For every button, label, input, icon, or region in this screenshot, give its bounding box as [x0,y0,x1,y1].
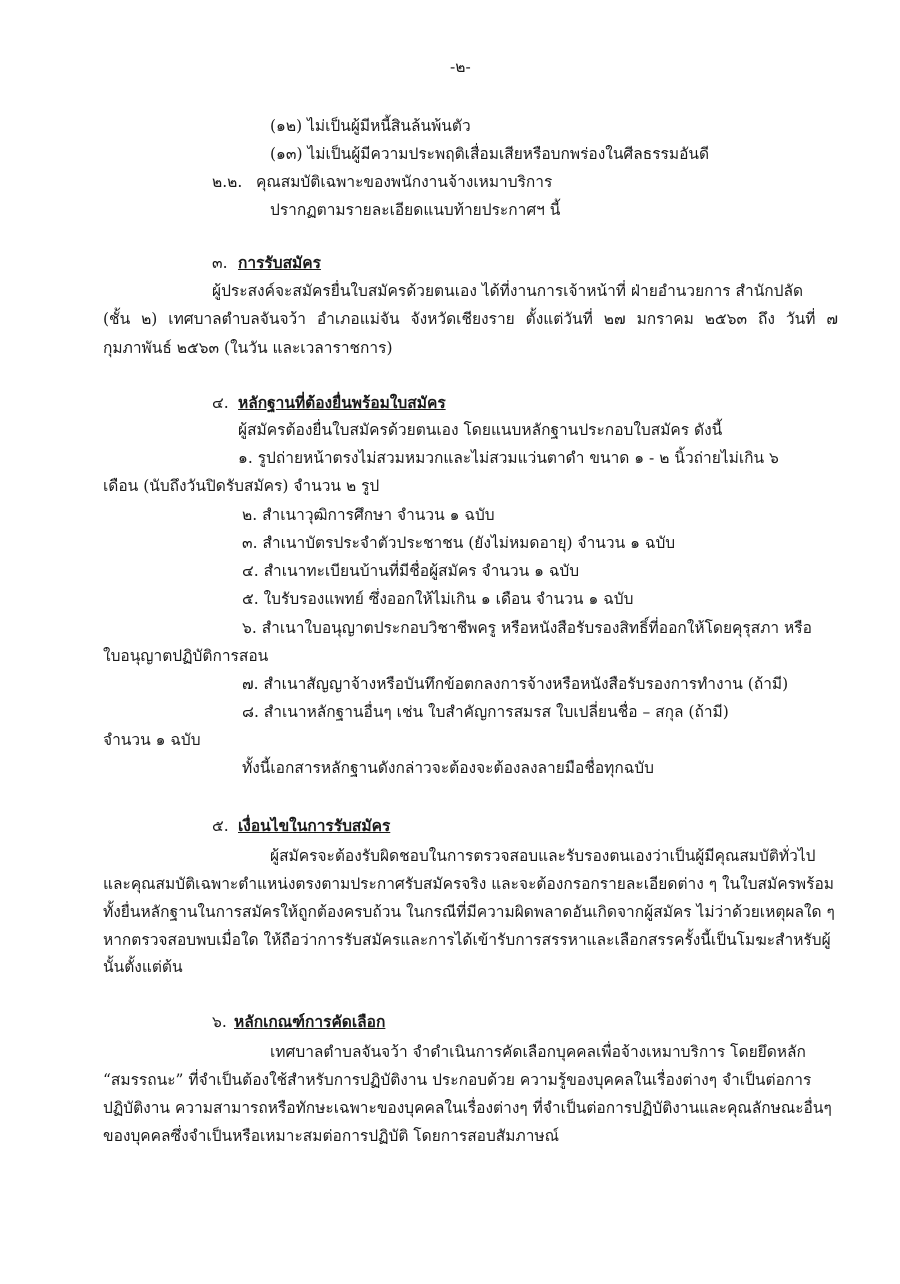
section-4-heading: หลักฐานที่ต้องยื่นพร้อมใบสมัคร [238,393,446,412]
section-6-number: ๖. [212,1013,227,1031]
section-3-line-2: (ชั้น ๒) เทศบาลตำบลจันจว้า อำเภอแม่จัน จังหวัดเชียงราย ตั้งแต่วันที่ ๒๗ มกราคม ๒๕๖๓ ถึง วันที่ ๗ [103,310,838,328]
section-3-heading: การรับสมัคร [238,253,321,272]
section-5-line-1: ผู้สมัครจะต้องรับผิดชอบในการตรวจสอบและรับรองตนเองว่าเป็นผู้มีคุณสมบัติทั่วไป [270,847,816,865]
document-item-6-cont: ใบอนุญาตปฏิบัติการสอน [103,647,269,665]
section-5-line-4: หากตรวจสอบพบเมื่อใด ให้ถือว่าการรับสมัครและการได้เข้ารับการสรรหาและเลือกสรรครั้งนี้เป็นโมฆะสำหรับผู้ [103,931,831,949]
section-5-number: ๕. [212,817,229,835]
section-5-line-3: ทั้งยื่นหลักฐานในการสมัครให้ถูกต้องครบถ้วน ในกรณีที่มีความผิดพลาดอันเกิดจากผู้สมัคร ไม่ว่าด้วยเหตุผลใด ๆ [103,903,835,921]
page-number: -๒- [450,58,471,76]
section-6-line-4: ของบุคคลซึ่งจำเป็นหรือเหมาะสมต่อการปฏิบัติ โดยการสอบสัมภาษณ์ [103,1127,560,1145]
section-3-number: ๓. [212,254,228,272]
sub-section-2-2-number: ๒.๒. [212,173,243,191]
section-4-number: ๔. [212,394,229,412]
document-item-8: ๘. สำเนาหลักฐานอื่นๆ เช่น ใบสำคัญการสมรส ใบเปลี่ยนชื่อ – สกุล (ถ้ามี) [242,703,729,721]
section-3-line-3: กุมภาพันธ์ ๒๕๖๓ (ในวัน และเวลาราชการ) [103,339,393,357]
section-6-line-1: เทศบาลตำบลจันจว้า จำดำเนินการคัดเลือกบุคคลเพื่อจ้างเหมาบริการ โดยยึดหลัก [270,1043,806,1061]
section-5-heading: เงื่อนไขในการรับสมัคร [238,816,391,835]
section-3-line-1: ผู้ประสงค์จะสมัครยื่นใบสมัครด้วยตนเอง ได้ที่งานการเจ้าหน้าที่ ฝ่ายอำนวยการ สำนักปลัด [212,282,804,300]
document-item-7: ๗. สำเนาสัญญาจ้างหรือบันทึกข้อตกลงการจ้างหรือหนังสือรับรองการทำงาน (ถ้ามี) [242,675,789,693]
section-6-heading: หลักเกณฑ์การคัดเลือก [234,1012,386,1031]
document-item-1: ๑. รูปถ่ายหน้าตรงไม่สวมหมวกและไม่สวมแว่นตาดำ ขนาด ๑ - ๒ นิ้วถ่ายไม่เกิน ๖ [238,449,779,467]
qualification-item-13: (๑๓) ไม่เป็นผู้มีความประพฤติเสื่อมเสียหรือบกพร่องในศีลธรรมอันดี [270,145,710,163]
document-item-8-cont: จำนวน ๑ ฉบับ [103,731,201,749]
document-item-4: ๔. สำเนาทะเบียนบ้านที่มีชื่อผู้สมัคร จำนวน ๑ ฉบับ [242,562,580,580]
document-item-1-cont: เดือน (นับถึงวันปิดรับสมัคร) จำนวน ๒ รูป [103,477,380,495]
document-item-2: ๒. สำเนาวุฒิการศึกษา จำนวน ๑ ฉบับ [242,506,495,524]
qualification-item-12: (๑๒) ไม่เป็นผู้มีหนี้สินล้นพ้นตัว [270,117,471,135]
sub-section-2-2-body: ปรากฏตามรายละเอียดแนบท้ายประกาศฯ นี้ [270,201,561,219]
section-4-intro: ผู้สมัครต้องยื่นใบสมัครด้วยตนเอง โดยแนบหลักฐานประกอบใบสมัคร ดังนี้ [238,421,723,439]
section-6-line-3: ปฏิบัติงาน ความสามารถหรือทักษะเฉพาะของบุคคลในเรื่องต่างๆ ที่จำเป็นต่อการปฏิบัติงานและคุณลักษณะอื่นๆ [103,1099,832,1117]
section-6-line-2: “สมรรถนะ” ที่จำเป็นต้องใช้สำหรับการปฏิบัติงาน ประกอบด้วย ความรู้ของบุคคลในเรื่องต่างๆ จำเป็นต่อการ [103,1071,812,1089]
document-item-5: ๕. ใบรับรองแพทย์ ซึ่งออกให้ไม่เกิน ๑ เดือน จำนวน ๑ ฉบับ [242,590,634,608]
section-4-closing: ทั้งนี้เอกสารหลักฐานดังกล่าวจะต้องจะต้องลงลายมือชื่อทุกฉบับ [242,759,654,777]
section-5-line-2: และคุณสมบัติเฉพาะตำแหน่งตรงตามประกาศรับสมัครจริง และจะต้องกรอกรายละเอียดต่าง ๆ ในใบสมัครพร้อม [103,875,834,893]
sub-section-2-2-title: คุณสมบัติเฉพาะของพนักงานจ้างเหมาบริการ [256,173,553,191]
section-5-line-5: นั้นตั้งแต่ต้น [103,958,183,976]
document-item-3: ๓. สำเนาบัตรประจำตัวประชาชน (ยังไม่หมดอายุ) จำนวน ๑ ฉบับ [242,534,676,552]
document-item-6: ๖. สำเนาใบอนุญาตประกอบวิชาชีพครู หรือหนังสือรับรองสิทธิ์ที่ออกให้โดยคุรุสภา หรือ [242,619,812,637]
